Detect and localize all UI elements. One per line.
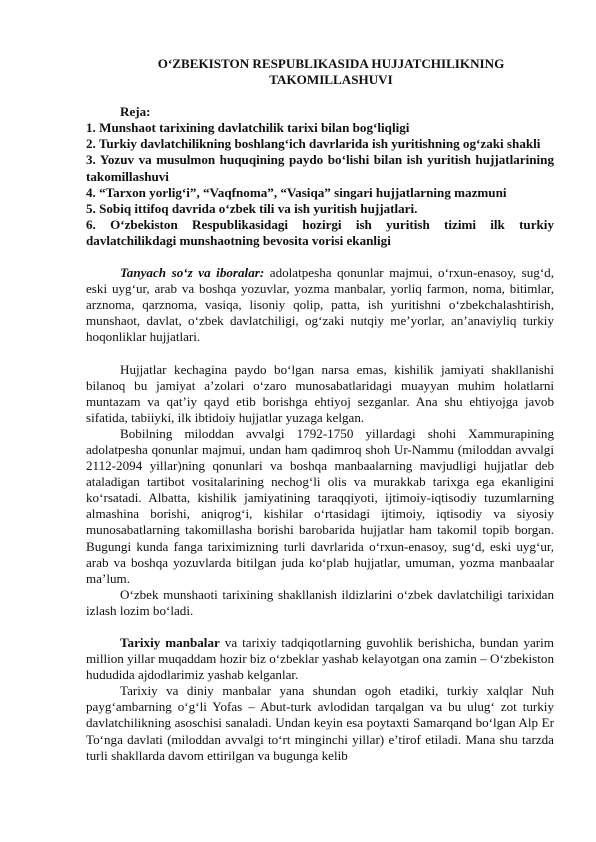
history-lead: Tarixiy manbalar <box>120 635 220 650</box>
plan-item-4: 4. “Tarxon yorlig‘i”, “Vaqfnoma”, “Vasiqa” singari hujjatlarning mazmuni <box>86 184 507 200</box>
history-text: va tarixiy tadqiqotlarning guvohlik berishicha, bundan yarim million yillar muqaddam hozir biz o‘zbeklar yashab kelayotgan ona zamin – O‘zbekiston hududida ajdodlarimiz yashab kelganlar. <box>86 635 554 683</box>
body-paragraph-2: Bobilning miloddan avvalgi 1792-1750 yillardagi shohi Xammurapining adolatpesha qonunlar majmui, undan ham qadimroq shoh Ur-Nammu (miloddan avvalgi 2112-2094 yillar)ning qonunlari va boshqa manbaalarning mavjudligi hujjatlar deb ataladigan tartibot vositalarining nechog‘li olis va murakkab tarixga ega ekanligini ko‘rsatadi. Albatta, kishilik jamiyatining taraqqiyoti, ijtimoiy-iqtisodiy tuzumlarning almashina borishi, aniqrog‘i, kishilar o‘rtasidagi ijtimoiy, iqtisodiy va siyosiy munosabatlarning takomillasha borishi barobarida hujjatlar ham takomil topib borgan. Bugungi kunda fanga tariximizning turli davrlarida o‘rxun-enasoy, sug‘d, eski uyg‘ur, arab va boshqa yozuvlarda bitilgan juda ko‘plab hujjatlar, umuman, yozma manbaalar ma’lum. <box>86 425 554 586</box>
plan-section <box>86 104 554 249</box>
key-terms-label: Tanyach so‘z va iboralar: <box>120 265 265 281</box>
plan-item-2: 2. Turkiy davlatchilikning boshlang‘ich davrlarida ish yuritishning og‘zaki shakli <box>86 136 541 152</box>
key-terms-paragraph <box>86 265 554 345</box>
plan-heading: Reja: <box>120 104 151 120</box>
body-paragraph-last: Tarixiy va diniy manbalar yana shundan ogoh etadiki, turkiy xalqlar Nuh payg‘ambarning o‘g‘li Yofas – Abut-turk avlodidan tarqalgan va bu ulug‘ zot turkiy davlatchilikning asoschisi sanaladi. Undan keyin esa poytaxti Samarqand bo‘lgan Alp Er To‘nga davlati (miloddan avvalgi to‘rt minginchi yillar) e’tirof etiladi. Mana shu tarzda turli shakllarda davom ettirilgan va bugunga kelib <box>86 683 554 763</box>
title-line-2: TAKOMILLASHUVI <box>269 72 393 88</box>
key-terms-text: adolatpesha qonunlar majmui, o‘rxun-enasoy, sug‘d, eski uyg‘ur, arab va boshqa yozuvlar, yozma manbalar, yorliq farmon, noma, bitimlar, arznoma, qarznoma, vasiqa, lisoniy qolip, patta, ish yuritishni o‘zbekchalashtirish, munshaot, davlat, o‘zbek davlatchiligi, og‘zaki nutqiy me’yorlar, an’anaviyliq turkiy hoqonliklar hujjatlari. <box>86 265 554 345</box>
body-paragraph-3: O‘zbek munshaoti tarixining shakllanish ildizlarini o‘zbek davlatchiligi tarixidan izlash lozim bo‘ladi. <box>86 586 554 618</box>
body-paragraph-1: Hujjatlar kechagina paydo bo‘lgan narsa emas, kishilik jamiyati shakllanishi bilanoq bu jamiyat a’zolari o‘zaro munosabatlaridagi muayyan muhim holatlarni muntazam va qat’iy qayd etib borishga ehtiyoj sezganlar. Ana shu ehtiyojga javob sifatida, tabiiyki, ilk ibtidoiy hujjatlar yuzaga kelgan. <box>86 361 554 425</box>
document-title <box>86 56 554 88</box>
document-page <box>86 56 554 764</box>
plan-item-3: 3. Yozuv va musulmon huquqining paydo bo‘lishi bilan ish yuritish hujjatlarining takomillashuvi <box>86 152 554 184</box>
plan-item-6: 6. O‘zbekiston Respublikasidagi hozirgi ish yuritish tizimi ilk turkiy davlatchilikdagi munshaotning bevosita vorisi ekanligi <box>86 216 554 248</box>
plan-item-1: 1. Munshaot tarixining davlatchilik tarixi bilan bog‘liqligi <box>86 120 410 136</box>
title-line-1: O‘ZBEKISTON RESPUBLIKASIDA HUJJATCHILIKNING <box>157 56 505 71</box>
history-paragraph <box>86 635 554 683</box>
plan-item-5: 5. Sobiq ittifoq davrida o‘zbek tili va ish yuritish hujjatlari. <box>86 200 418 216</box>
